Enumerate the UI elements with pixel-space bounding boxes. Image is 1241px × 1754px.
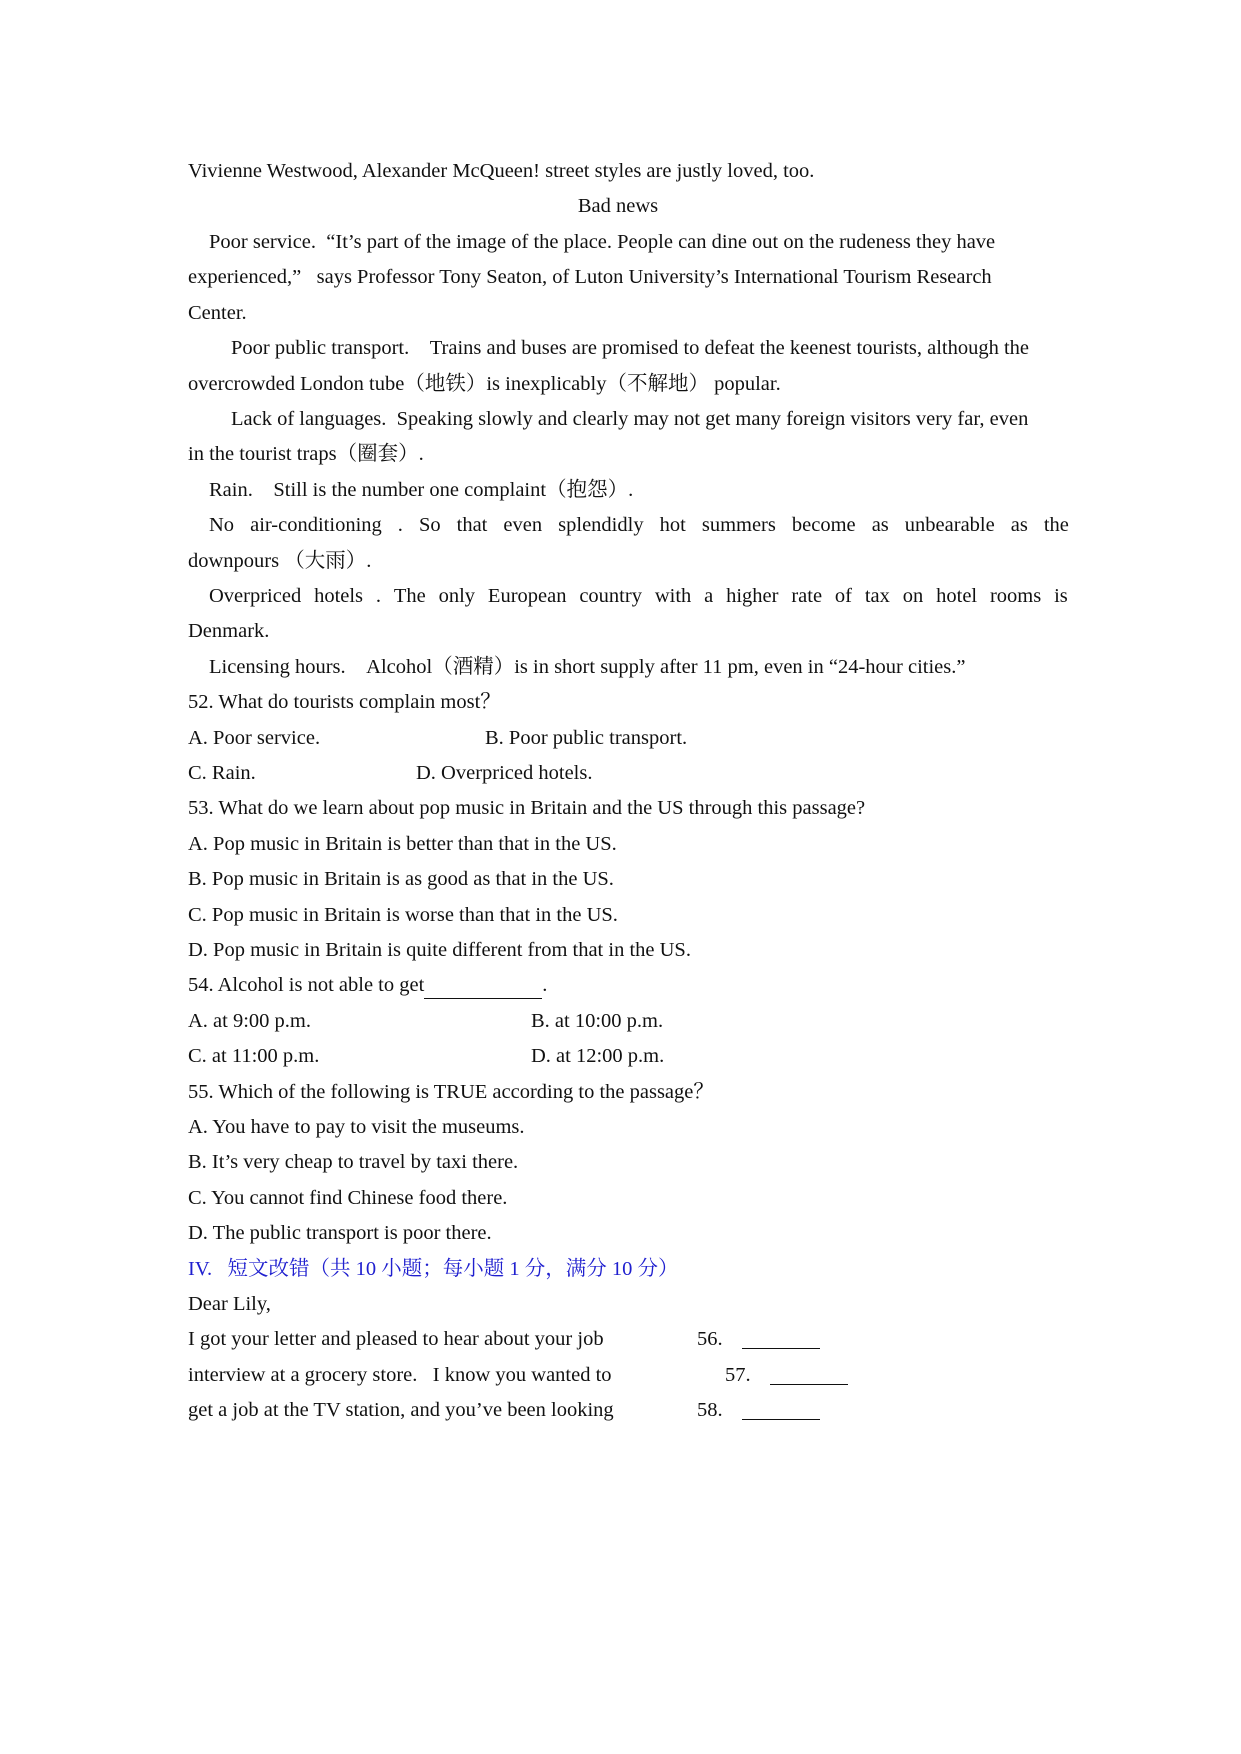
q52-options-cd	[188, 760, 1068, 786]
poor-service-line-3: Center.	[188, 302, 247, 324]
word: with	[654, 585, 692, 607]
question-52: 52. What do tourists complain most？	[188, 691, 501, 713]
q54-stem: 54. Alcohol is not able to get	[188, 974, 425, 996]
air-conditioning-line	[209, 512, 1069, 538]
word: No	[209, 514, 235, 536]
q53-option-d: D. Pop music in Britain is quite different from that in the US.	[188, 939, 691, 961]
licensing-text: Alcohol（酒精）is in short supply after 11 pm, even in “24-hour cities.”	[366, 656, 966, 678]
word: unbearable	[904, 514, 995, 536]
answer-number-58: 58.	[697, 1399, 723, 1421]
word: .	[375, 585, 382, 607]
rain-label: Rain.	[209, 479, 253, 501]
q53-option-a: A. Pop music in Britain is better than that in the US.	[188, 833, 617, 855]
languages-line-2: in the tourist traps（圈套）.	[188, 443, 424, 465]
q52-option-d: D. Overpriced hotels.	[416, 762, 593, 784]
q53-option-b: B. Pop music in Britain is as good as that in the US.	[188, 868, 614, 890]
correction-row-57	[188, 1362, 1068, 1388]
q55-option-c: C. You cannot find Chinese food there.	[188, 1187, 508, 1209]
word: .	[397, 514, 403, 536]
rain-line	[209, 477, 633, 503]
section-heading-text: 短文改错（共 10 小题；每小题 1 分，满分 10 分）	[227, 1258, 679, 1280]
poor-service-line	[209, 229, 1069, 255]
q54-options-cd	[188, 1043, 1068, 1069]
licensing-label: Licensing hours.	[209, 656, 346, 678]
languages-line	[231, 406, 1069, 432]
section-number: IV.	[188, 1258, 213, 1280]
word: hotel	[936, 585, 978, 607]
word: that	[456, 514, 488, 536]
q53-option-c: C. Pop music in Britain is worse than that in the US.	[188, 904, 618, 926]
question-55: 55. Which of the following is TRUE according to the passage？	[188, 1081, 714, 1103]
word: as	[871, 514, 889, 536]
poor-service-label: Poor service.	[209, 231, 317, 253]
q54-option-c: C. at 11:00 p.m.	[188, 1045, 320, 1067]
word: rate	[791, 585, 823, 607]
poor-service-text: “It’s part of the image of the place. People can dine out on the rudeness they have	[326, 231, 996, 253]
q54-option-b: B. at 10:00 p.m.	[531, 1010, 664, 1032]
word: only	[438, 585, 476, 607]
answer-blank-56[interactable]	[742, 1326, 820, 1349]
public-transport-label: Poor public transport.	[231, 337, 410, 359]
answer-number-56: 56.	[697, 1328, 723, 1350]
word: of	[834, 585, 852, 607]
word: country	[579, 585, 642, 607]
section-heading	[188, 1256, 679, 1282]
word: hot	[659, 514, 686, 536]
languages-label: Lack of languages.	[231, 408, 387, 430]
word: rooms	[989, 585, 1042, 607]
air-conditioning-line-2: downpours （大雨）.	[188, 550, 372, 572]
word: become	[791, 514, 856, 536]
word: even	[503, 514, 543, 536]
word: splendidly	[558, 514, 644, 536]
word: a	[704, 585, 714, 607]
languages-text: Speaking slowly and clearly may not get many foreign visitors very far, even	[396, 408, 1029, 430]
passage-text-56: I got your letter and pleased to hear about your job	[188, 1328, 604, 1350]
word: So	[418, 514, 441, 536]
word: Overpriced	[209, 585, 302, 607]
licensing-line	[209, 654, 965, 680]
q54-option-a: A. at 9:00 p.m.	[188, 1010, 311, 1032]
q52-option-c: C. Rain.	[188, 762, 256, 784]
word: The	[393, 585, 426, 607]
word: as	[1010, 514, 1028, 536]
passage-text-57: interview at a grocery store. I know you wanted to	[188, 1364, 612, 1386]
answer-blank-57[interactable]	[770, 1362, 848, 1385]
passage-text-58: get a job at the TV station, and you’ve been looking	[188, 1399, 614, 1421]
q54-period: .	[542, 974, 548, 996]
word: air-conditioning	[250, 514, 382, 536]
question-53: 53. What do we learn about pop music in Britain and the US through this passage?	[188, 797, 866, 819]
hotels-line-2: Denmark.	[188, 620, 270, 642]
public-transport-line	[231, 335, 1069, 361]
word: is	[1054, 585, 1068, 607]
q52-options-ab	[188, 725, 1068, 751]
answer-blank-58[interactable]	[742, 1397, 820, 1420]
word: tax	[864, 585, 890, 607]
word: on	[902, 585, 924, 607]
poor-service-attribution: says Professor Tony Seaton, of Luton University’s International Tourism Research	[316, 266, 992, 288]
intro-line: Vivienne Westwood, Alexander McQueen! street styles are justly loved, too.	[188, 160, 815, 182]
public-transport-text: Trains and buses are promised to defeat the keenest tourists, although the	[429, 337, 1030, 359]
q54-option-d: D. at 12:00 p.m.	[531, 1045, 665, 1067]
public-transport-line-2: overcrowded London tube（地铁）is inexplicably（不解地） popular.	[188, 373, 781, 395]
section-title: Bad news	[577, 195, 659, 217]
hotels-line	[209, 583, 1068, 609]
question-54	[188, 972, 547, 998]
correction-row-58	[188, 1397, 1068, 1423]
word: European	[487, 585, 567, 607]
word: hotels	[314, 585, 364, 607]
word: higher	[726, 585, 779, 607]
word: summers	[701, 514, 776, 536]
q52-option-b: B. Poor public transport.	[485, 727, 688, 749]
q54-blank	[424, 972, 542, 999]
q55-option-b: B. It’s very cheap to travel by taxi there.	[188, 1151, 519, 1173]
answer-number-57: 57.	[725, 1364, 751, 1386]
q55-option-a: A. You have to pay to visit the museums.	[188, 1116, 525, 1138]
q55-option-d: D. The public transport is poor there.	[188, 1222, 492, 1244]
poor-service-quote-end: experienced,”	[188, 266, 302, 288]
q54-options-ab	[188, 1008, 1068, 1034]
correction-row-56	[188, 1326, 1068, 1352]
poor-service-line-2	[188, 264, 992, 290]
word: the	[1043, 514, 1069, 536]
rain-text: Still is the number one complaint（抱怨）.	[273, 479, 634, 501]
salutation: Dear Lily,	[188, 1293, 271, 1315]
q52-option-a: A. Poor service.	[188, 727, 321, 749]
